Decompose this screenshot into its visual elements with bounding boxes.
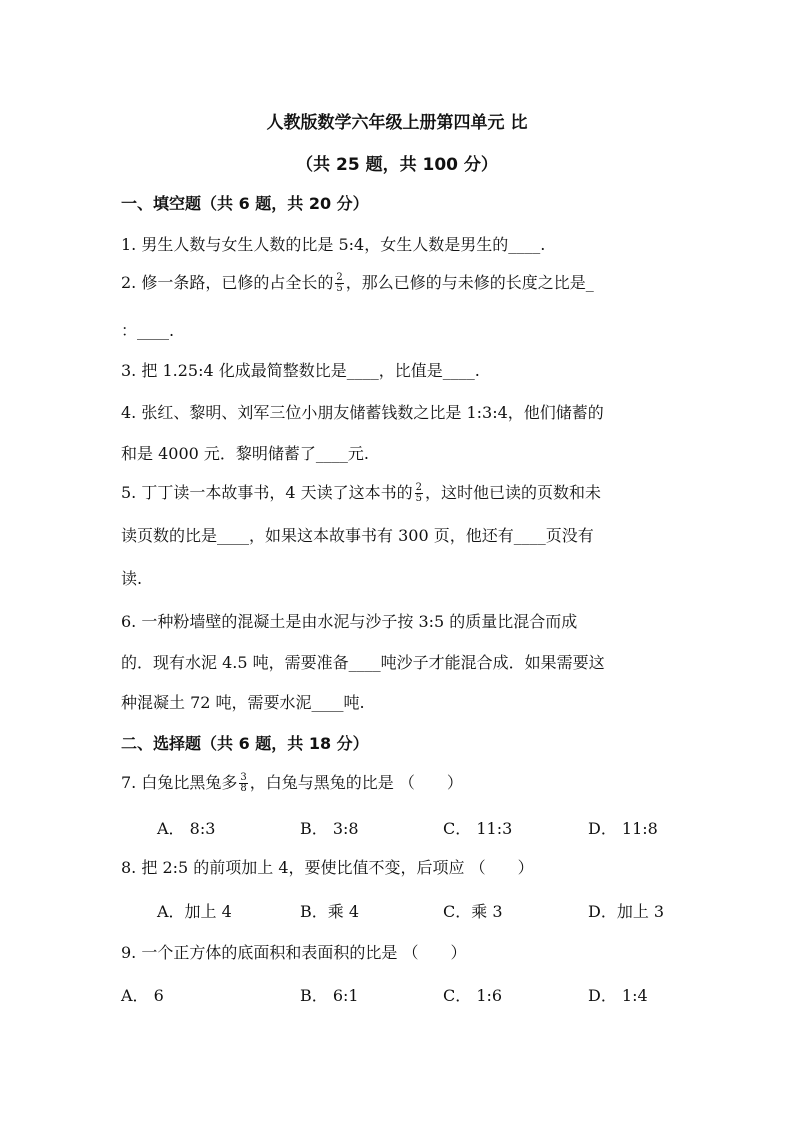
question-6-line-3: 种混凝土 72 吨，需要水泥____吨. [121, 693, 365, 712]
question-7-text-after: ，白兔与黑兔的比是 （ ） [249, 773, 463, 792]
question-6-line-1: 6. 一种粉墙壁的混凝土是由水泥与沙子按 3:5 的质量比混合而成 [121, 612, 578, 631]
question-2-fraction [335, 273, 343, 294]
fraction-numerator: 2 [336, 272, 343, 283]
question-8-option-d[interactable]: D．加上 3 [588, 902, 665, 921]
question-9-option-c[interactable]: C． 1:6 [443, 986, 503, 1005]
question-2-text-after: ，那么已修的与未修的长度之比是_ [345, 273, 594, 292]
fraction-denominator: 5 [415, 493, 422, 504]
question-8: 8. 把 2:5 的前项加上 4，要使比值不变，后项应 （ ） [121, 858, 534, 877]
question-9: 9. 一个正方体的底面积和表面积的比是 （ ） [121, 943, 467, 962]
question-4-line-2: 和是 4000 元．黎明储蓄了____元. [121, 444, 369, 463]
question-2-text-before: 2. 修一条路，已修的占全长的 [121, 273, 334, 292]
question-5-text-after: ，这时他已读的页数和未 [425, 483, 602, 502]
section-fill-in-heading: 一、填空题（共 6 题，共 20 分） [121, 194, 369, 213]
question-5-line-3: 读. [121, 569, 143, 588]
worksheet-title: 人教版数学六年级上册第四单元 比 [266, 113, 528, 133]
question-6-line-2: 的．现有水泥 4.5 吨，需要准备____吨沙子才能混合成．如果需要这 [121, 653, 605, 672]
fraction-numerator: 3 [240, 772, 247, 783]
question-5-line-1 [121, 480, 601, 504]
section-choice-heading: 二、选择题（共 6 题，共 18 分） [121, 734, 369, 753]
fraction-numerator: 2 [415, 482, 422, 493]
question-7-option-c[interactable]: C． 11:3 [443, 819, 513, 838]
question-7 [121, 770, 463, 794]
worksheet-subtitle: （共 25 题，共 100 分） [296, 155, 498, 175]
question-7-option-a[interactable]: A． 8:3 [157, 819, 216, 838]
question-5-fraction [415, 483, 423, 504]
question-8-option-b[interactable]: B．乘 4 [300, 902, 360, 921]
question-9-option-a[interactable]: A． 6 [121, 986, 164, 1005]
question-2-line-2: ：____. [121, 321, 175, 340]
question-5-line-2: 读页数的比是____，如果这本故事书有 300 页，他还有____页没有 [121, 526, 594, 545]
question-7-fraction [239, 773, 247, 794]
question-7-option-d[interactable]: D． 11:8 [588, 819, 658, 838]
question-9-option-b[interactable]: B． 6:1 [300, 986, 359, 1005]
question-2-line-1 [121, 270, 594, 294]
question-3: 3. 把 1.25:4 化成最简整数比是____，比值是____. [121, 361, 480, 380]
question-8-option-a[interactable]: A．加上 4 [157, 902, 232, 921]
question-1: 1. 男生人数与女生人数的比是 5:4，女生人数是男生的____. [121, 235, 546, 254]
question-4-line-1: 4. 张红、黎明、刘军三位小朋友储蓄钱数之比是 1:3:4，他们储蓄的 [121, 403, 604, 422]
question-7-option-b[interactable]: B． 3:8 [300, 819, 359, 838]
question-9-option-d[interactable]: D． 1:4 [588, 986, 648, 1005]
question-7-text-before: 7. 白兔比黑兔多 [121, 773, 238, 792]
question-8-option-c[interactable]: C．乘 3 [443, 902, 503, 921]
question-5-text-before: 5. 丁丁读一本故事书，4 天读了这本书的 [121, 483, 413, 502]
fraction-denominator: 5 [336, 283, 343, 294]
fraction-denominator: 8 [240, 783, 247, 794]
